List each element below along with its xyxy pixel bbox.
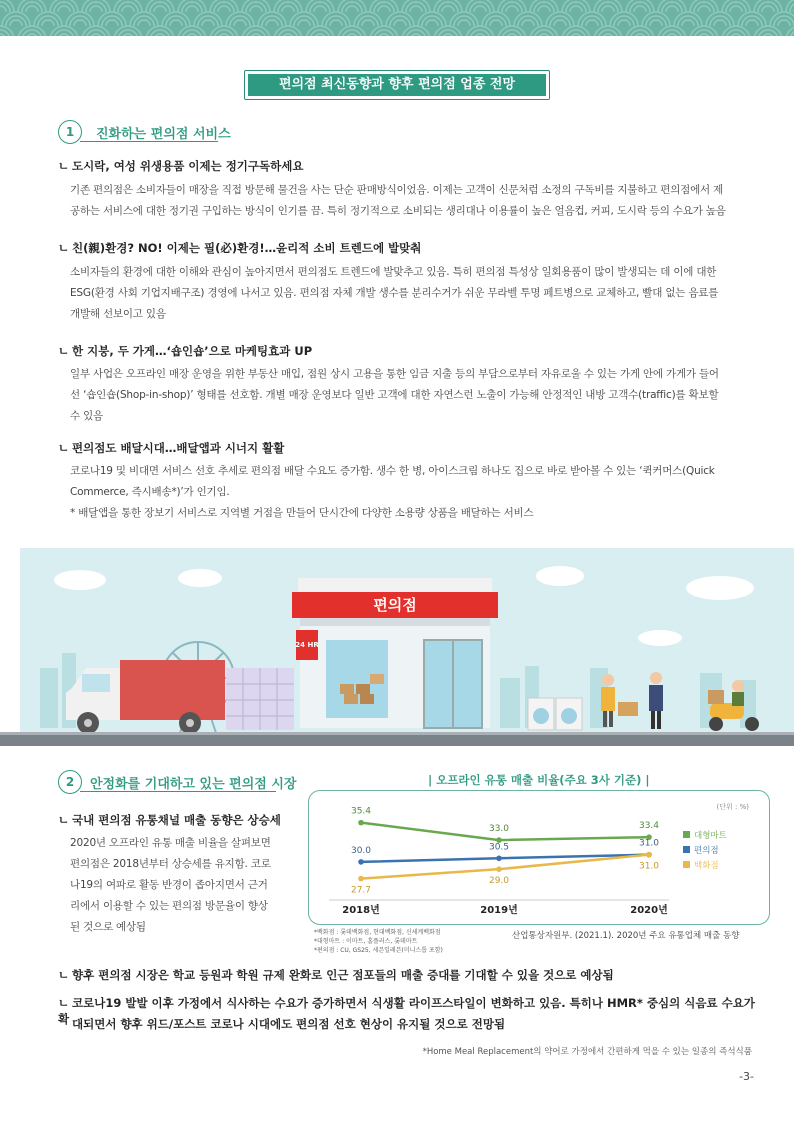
section1-underline [80, 141, 218, 142]
chart-title: | 오프라인 유통 매출 비율(주요 3사 기준) | [428, 773, 650, 787]
s1-item3-heading: ㄴ 한 지붕, 두 가게…‘숍인숍’으로 마케팅효과 UP [58, 344, 313, 358]
section2-number: 2 [58, 770, 82, 794]
page-title: 편의점 최신동향과 향후 편의점 업종 전망 [248, 74, 546, 96]
x-tick-label-0: 2018년 [342, 905, 380, 916]
chart-notes: *백화점 : 롯데백화점, 현대백화점, 신세계백화점 *대형마트 : 이마트, 홈플러스, 롯데마트 *편의점 : CU, GS25, 세븐일레븐(미니스톱 포함) [314, 929, 443, 954]
x-tick-label-1: 2019년 [480, 905, 518, 916]
legend-label-0: 대형마트 [694, 831, 727, 841]
s2-bullet2: ㄴ 코로나19 발발 이후 가정에서 식사하는 수요가 증가하면서 식생활 라이프스타일이 변화하고 있음. 특히나 HMR* 중심의 식음료 수요가 확 [58, 996, 755, 1026]
s1-item3-body: 일부 사업은 오프라인 매장 운영을 위한 부동산 매입, 점원 상시 고용을 통한 임금 지출 등의 부담으로부터 자유로울 수 있는 가게 안에 가게가 들어 선 ‘숍인숍(Shop-in-shop)’ 형태를 선호함. 개별 매장 운영보다 일반 고객에 대한 자연스런 노출이 가능해 안정적인 내방 고객수(traffic)를 확보할 수 있음 [70, 368, 719, 422]
legend-swatch-0 [683, 831, 690, 838]
chart-unit: (단위 : %) [716, 803, 749, 811]
series-1-point-1 [496, 855, 502, 861]
legend-label-2: 백화점 [694, 861, 719, 871]
series-1-point-0 [358, 859, 364, 865]
section2-title: 안정화를 기대하고 있는 편의점 시장 [90, 776, 297, 792]
series-1-label-2: 31.0 [638, 838, 660, 849]
section1-title: 진화하는 편의점 서비스 [96, 126, 231, 142]
section1-number: 1 [58, 120, 82, 144]
s1-item2-heading: ㄴ 친(親)환경? NO! 이제는 필(必)환경!…윤리적 소비 트렌드에 발맞춰 [58, 241, 422, 255]
s1-item4-body: 코로나19 및 비대면 서비스 선호 추세로 편의점 배달 수요도 증가함. 생수 한 병, 아이스크림 하나도 집으로 바로 받아볼 수 있는 ‘퀵커머스(Quick Commerce, 즉시배송*)’가 인기임. * 배달앱을 통한 장보기 서비스로 지역별 거점을 만들어 단시간에 다양한 소용량 상품을 배달하는 서비스 [70, 465, 715, 519]
s2-bullet2-cont: 대되면서 향후 위드/포스트 코로나 시대에도 편의점 선호 현상이 유지될 것으로 전망됨 [72, 1017, 506, 1031]
series-2-point-2 [646, 852, 652, 858]
top-wave-band [0, 0, 794, 36]
page-title-box [244, 70, 550, 100]
convenience-store-illustration [0, 548, 794, 758]
legend-label-1: 편의점 [694, 846, 719, 856]
parcel-locker-icon [226, 668, 294, 730]
series-1-label-0: 30.0 [350, 845, 372, 856]
store-sign-text: 편의점 [373, 596, 417, 614]
series-0-label-0: 35.4 [350, 806, 372, 817]
series-2-label-2: 31.0 [638, 861, 660, 872]
line-chart [309, 791, 769, 924]
s1-item4-heading: ㄴ 편의점도 배달시대…배달앱과 시너지 활활 [58, 441, 285, 455]
store-24hr-badge: 24 HR [295, 641, 319, 649]
footnote: *Home Meal Replacement의 약어로 가정에서 간편하게 먹을 수 있는 일종의 즉석식품 [422, 1047, 752, 1057]
section2-underline [80, 791, 276, 792]
series-0-label-1: 33.0 [488, 824, 510, 835]
series-2-label-0: 27.7 [350, 885, 372, 896]
s2-item-body: 2020년 오프라인 유통 매출 비율을 살펴보면 편의점은 2018년부터 상승세를 유지함. 코로 나19의 여파로 활동 반경이 좁아지면서 근거 리에서 이용할 수 있는 편의점 방문율이 향상 된 것으로 예상됨 [70, 837, 271, 933]
series-1-label-1: 30.5 [488, 842, 510, 853]
s2-bullet1: ㄴ 향후 편의점 시장은 학교 등원과 학원 규제 완화로 인근 점포들의 매출 증대를 기대할 수 있을 것으로 예상됨 [58, 968, 614, 982]
page-number: -3- [739, 1070, 754, 1083]
series-2-point-0 [358, 876, 364, 882]
x-tick-label-2: 2020년 [630, 905, 668, 916]
chart-source: 산업통상자원부. (2021.1). 2020년 주요 유통업체 매출 동향 [512, 931, 740, 941]
legend-swatch-2 [683, 861, 690, 868]
s2-item-heading: ㄴ 국내 편의점 유통채널 매출 동향은 상승세 [58, 813, 281, 827]
series-0-point-0 [358, 820, 364, 826]
series-2-label-1: 29.0 [488, 876, 510, 887]
s1-item1-heading: ㄴ 도시락, 여성 위생용품 이제는 정기구독하세요 [58, 159, 304, 173]
series-0-label-2: 33.4 [638, 821, 660, 832]
s1-item1-body: 기존 편의점은 소비자들이 매장을 직접 방문해 물건을 사는 단순 판매방식이었음. 이제는 고객이 신문처럼 소정의 구독비를 지불하고 편의점에서 제 공하는 서비스에 대한 정기권 구입하는 방식이 인기를 끔. 특히 정기적으로 소비되는 생리대나 이용률이 높은 얼음컵, 커피, 도시락 등의 수요가 높음 [70, 184, 726, 217]
chart-panel [308, 790, 770, 925]
legend-swatch-1 [683, 846, 690, 853]
series-2-point-1 [496, 866, 502, 872]
s1-item2-body: 소비자들의 환경에 대한 이해와 관심이 높아지면서 편의점도 트렌드에 발맞추고 있음. 특히 편의점 특성상 일회용품이 많이 발생되는 데 이에 대한 ESG(환경 사회 기업지배구조) 경영에 나서고 있음. 편의점 자체 개발 생수를 분리수거가 쉬운 무라벨 투명 페트병으로 교체하고, 빨대 없는 음료를 개발해 선보이고 있음 [70, 266, 719, 320]
